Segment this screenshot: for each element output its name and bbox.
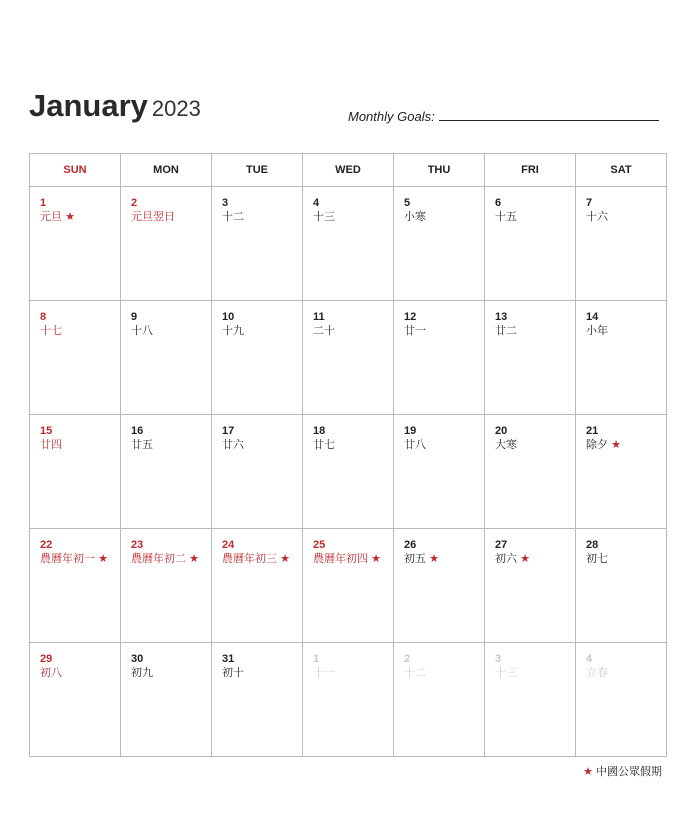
lunar-text: 二十 bbox=[313, 325, 335, 337]
day-number: 12 bbox=[404, 311, 417, 323]
day-cell-content bbox=[121, 415, 211, 452]
day-cell-content bbox=[303, 301, 393, 338]
lunar-text: 小寒 bbox=[404, 211, 426, 223]
lunar-text: 十六 bbox=[586, 211, 608, 223]
day-cell[interactable] bbox=[303, 415, 394, 529]
lunar-date bbox=[495, 666, 575, 680]
lunar-date bbox=[586, 324, 666, 338]
holiday-star-icon: ★ bbox=[520, 553, 530, 565]
lunar-text: 元旦 bbox=[40, 211, 62, 223]
week-row bbox=[30, 643, 667, 757]
day-cell-content bbox=[485, 529, 575, 566]
weekday-header-mon: MON bbox=[121, 154, 212, 187]
day-cell[interactable] bbox=[485, 643, 576, 757]
lunar-date bbox=[222, 210, 302, 224]
day-number: 5 bbox=[404, 197, 411, 209]
day-number: 4 bbox=[586, 653, 593, 665]
lunar-date bbox=[222, 552, 302, 566]
lunar-text: 十二 bbox=[404, 667, 426, 679]
day-cell[interactable] bbox=[485, 187, 576, 301]
day-cell[interactable] bbox=[394, 301, 485, 415]
day-cell[interactable] bbox=[576, 415, 667, 529]
day-cell[interactable] bbox=[485, 415, 576, 529]
day-cell[interactable] bbox=[121, 415, 212, 529]
lunar-text: 廿四 bbox=[40, 439, 62, 451]
lunar-text: 初九 bbox=[131, 667, 153, 679]
day-cell[interactable] bbox=[30, 415, 121, 529]
day-number: 14 bbox=[586, 311, 599, 323]
day-number: 24 bbox=[222, 539, 235, 551]
lunar-date bbox=[313, 324, 393, 338]
day-cell-content bbox=[394, 415, 484, 452]
day-number: 25 bbox=[313, 539, 326, 551]
lunar-date bbox=[222, 438, 302, 452]
lunar-date bbox=[586, 438, 666, 452]
lunar-text: 立春 bbox=[586, 667, 608, 679]
day-cell-content bbox=[212, 301, 302, 338]
day-cell-content bbox=[121, 643, 211, 680]
holiday-star-icon: ★ bbox=[189, 553, 199, 565]
day-number: 18 bbox=[313, 425, 326, 437]
day-cell-content bbox=[576, 301, 666, 338]
day-number: 8 bbox=[40, 311, 47, 323]
day-cell-content bbox=[30, 415, 120, 452]
calendar-body bbox=[30, 187, 667, 757]
week-row bbox=[30, 187, 667, 301]
lunar-text: 廿二 bbox=[495, 325, 517, 337]
lunar-date bbox=[131, 210, 211, 224]
day-number: 1 bbox=[313, 653, 320, 665]
day-number: 28 bbox=[586, 539, 599, 551]
lunar-date bbox=[404, 666, 484, 680]
week-row bbox=[30, 529, 667, 643]
lunar-text: 十五 bbox=[495, 211, 517, 223]
day-cell[interactable] bbox=[394, 187, 485, 301]
lunar-date bbox=[222, 666, 302, 680]
day-cell-content bbox=[30, 529, 120, 566]
lunar-date bbox=[586, 552, 666, 566]
lunar-text: 十九 bbox=[222, 325, 244, 337]
lunar-text: 廿八 bbox=[404, 439, 426, 451]
day-cell[interactable] bbox=[576, 187, 667, 301]
lunar-date bbox=[495, 552, 575, 566]
lunar-text: 廿一 bbox=[404, 325, 426, 337]
day-cell[interactable] bbox=[576, 529, 667, 643]
weekday-header-sun: SUN bbox=[30, 154, 121, 187]
day-cell[interactable] bbox=[212, 187, 303, 301]
holiday-star-icon: ★ bbox=[98, 553, 108, 565]
day-cell-content bbox=[303, 415, 393, 452]
lunar-date bbox=[40, 210, 120, 224]
calendar-grid bbox=[29, 153, 667, 757]
day-cell[interactable] bbox=[212, 643, 303, 757]
day-cell[interactable] bbox=[30, 643, 121, 757]
day-cell-content bbox=[394, 301, 484, 338]
holiday-legend-text: 中國公眾假期 bbox=[596, 766, 662, 778]
monthly-goals-line bbox=[439, 108, 659, 121]
day-number: 2 bbox=[131, 197, 138, 209]
lunar-date bbox=[495, 210, 575, 224]
day-cell[interactable] bbox=[576, 301, 667, 415]
day-cell-content bbox=[394, 187, 484, 224]
day-number: 10 bbox=[222, 311, 235, 323]
lunar-text: 廿六 bbox=[222, 439, 244, 451]
day-cell-content bbox=[394, 529, 484, 566]
day-cell[interactable] bbox=[303, 301, 394, 415]
day-cell[interactable] bbox=[121, 187, 212, 301]
day-cell-content bbox=[121, 301, 211, 338]
lunar-text: 大寒 bbox=[495, 439, 517, 451]
day-cell-content bbox=[303, 643, 393, 680]
day-number: 23 bbox=[131, 539, 144, 551]
lunar-text: 十三 bbox=[313, 211, 335, 223]
lunar-date bbox=[131, 666, 211, 680]
day-cell-content bbox=[30, 187, 120, 224]
day-number: 3 bbox=[222, 197, 229, 209]
lunar-text: 廿七 bbox=[313, 439, 335, 451]
holiday-star-icon: ★ bbox=[371, 553, 381, 565]
weekday-header-wed: WED bbox=[303, 154, 394, 187]
day-cell[interactable] bbox=[303, 187, 394, 301]
day-cell[interactable] bbox=[212, 529, 303, 643]
lunar-text: 十二 bbox=[222, 211, 244, 223]
day-number: 4 bbox=[313, 197, 320, 209]
lunar-date bbox=[40, 552, 120, 566]
holiday-star-icon: ★ bbox=[429, 553, 439, 565]
day-cell[interactable] bbox=[30, 187, 121, 301]
lunar-date bbox=[40, 438, 120, 452]
day-cell-content bbox=[212, 643, 302, 680]
day-number: 3 bbox=[495, 653, 502, 665]
day-number: 21 bbox=[586, 425, 599, 437]
monthly-goals-label: Monthly Goals: bbox=[348, 109, 435, 124]
holiday-star-icon: ★ bbox=[611, 439, 621, 451]
day-cell[interactable] bbox=[212, 301, 303, 415]
lunar-date bbox=[313, 210, 393, 224]
lunar-date bbox=[495, 438, 575, 452]
lunar-text: 十一 bbox=[313, 667, 335, 679]
day-cell[interactable] bbox=[121, 301, 212, 415]
weekday-header-sat: SAT bbox=[576, 154, 667, 187]
day-cell[interactable] bbox=[394, 643, 485, 757]
day-number: 27 bbox=[495, 539, 508, 551]
day-number: 22 bbox=[40, 539, 53, 551]
week-row bbox=[30, 301, 667, 415]
day-cell-content bbox=[212, 187, 302, 224]
day-cell-content bbox=[576, 415, 666, 452]
day-number: 20 bbox=[495, 425, 508, 437]
holiday-star-icon: ★ bbox=[280, 553, 290, 565]
day-cell[interactable] bbox=[576, 643, 667, 757]
day-cell[interactable] bbox=[121, 643, 212, 757]
calendar-title bbox=[29, 88, 201, 124]
day-cell[interactable] bbox=[30, 529, 121, 643]
lunar-date bbox=[131, 438, 211, 452]
year-label: 2023 bbox=[151, 96, 201, 121]
weekday-header-thu: THU bbox=[394, 154, 485, 187]
lunar-date bbox=[40, 666, 120, 680]
lunar-date bbox=[404, 552, 484, 566]
lunar-text: 初五 bbox=[404, 553, 426, 565]
day-cell[interactable] bbox=[121, 529, 212, 643]
day-cell-content bbox=[303, 187, 393, 224]
day-cell-content bbox=[121, 529, 211, 566]
day-cell[interactable] bbox=[303, 643, 394, 757]
day-cell-content bbox=[485, 415, 575, 452]
lunar-date bbox=[40, 324, 120, 338]
day-cell-content bbox=[576, 187, 666, 224]
day-number: 16 bbox=[131, 425, 144, 437]
day-number: 7 bbox=[586, 197, 593, 209]
day-number: 31 bbox=[222, 653, 235, 665]
lunar-text: 初十 bbox=[222, 667, 244, 679]
day-cell[interactable] bbox=[485, 529, 576, 643]
lunar-date bbox=[404, 438, 484, 452]
day-cell[interactable] bbox=[30, 301, 121, 415]
lunar-text: 農曆年初三 bbox=[222, 553, 277, 565]
day-cell-content bbox=[212, 415, 302, 452]
lunar-text: 廿五 bbox=[131, 439, 153, 451]
day-number: 9 bbox=[131, 311, 138, 323]
day-cell[interactable] bbox=[303, 529, 394, 643]
day-cell[interactable] bbox=[212, 415, 303, 529]
day-cell-content bbox=[485, 187, 575, 224]
lunar-date bbox=[131, 552, 211, 566]
lunar-text: 十八 bbox=[131, 325, 153, 337]
lunar-text: 農曆年初二 bbox=[131, 553, 186, 565]
star-icon: ★ bbox=[583, 766, 593, 778]
lunar-date bbox=[222, 324, 302, 338]
weekday-header-fri: FRI bbox=[485, 154, 576, 187]
lunar-date bbox=[313, 552, 393, 566]
lunar-date bbox=[131, 324, 211, 338]
day-number: 6 bbox=[495, 197, 502, 209]
lunar-date bbox=[313, 666, 393, 680]
day-cell-content bbox=[576, 529, 666, 566]
holiday-legend bbox=[583, 763, 662, 779]
lunar-text: 初六 bbox=[495, 553, 517, 565]
day-number: 19 bbox=[404, 425, 417, 437]
monthly-goals bbox=[348, 108, 659, 124]
lunar-date bbox=[313, 438, 393, 452]
lunar-date bbox=[495, 324, 575, 338]
day-number: 29 bbox=[40, 653, 53, 665]
lunar-text: 十三 bbox=[495, 667, 517, 679]
holiday-star-icon: ★ bbox=[65, 211, 75, 223]
lunar-date bbox=[586, 210, 666, 224]
lunar-text: 初八 bbox=[40, 667, 62, 679]
weekday-header-row bbox=[30, 154, 667, 187]
lunar-date bbox=[404, 324, 484, 338]
weekday-header-tue: TUE bbox=[212, 154, 303, 187]
day-number: 26 bbox=[404, 539, 417, 551]
lunar-date bbox=[586, 666, 666, 680]
day-cell-content bbox=[394, 643, 484, 680]
lunar-text: 初七 bbox=[586, 553, 608, 565]
day-cell-content bbox=[485, 301, 575, 338]
day-cell-content bbox=[121, 187, 211, 224]
week-row bbox=[30, 415, 667, 529]
lunar-text: 元旦翌日 bbox=[131, 211, 175, 223]
day-cell[interactable] bbox=[485, 301, 576, 415]
day-cell-content bbox=[30, 643, 120, 680]
day-cell-content bbox=[30, 301, 120, 338]
day-number: 13 bbox=[495, 311, 508, 323]
day-cell[interactable] bbox=[394, 529, 485, 643]
day-cell-content bbox=[485, 643, 575, 680]
lunar-text: 十七 bbox=[40, 325, 62, 337]
day-number: 1 bbox=[40, 197, 47, 209]
lunar-text: 小年 bbox=[586, 325, 608, 337]
day-number: 17 bbox=[222, 425, 235, 437]
day-number: 2 bbox=[404, 653, 411, 665]
lunar-text: 農曆年初一 bbox=[40, 553, 95, 565]
day-cell-content bbox=[303, 529, 393, 566]
lunar-text: 除夕 bbox=[586, 439, 608, 451]
day-number: 15 bbox=[40, 425, 53, 437]
day-cell-content bbox=[576, 643, 666, 680]
day-number: 30 bbox=[131, 653, 144, 665]
lunar-text: 農曆年初四 bbox=[313, 553, 368, 565]
lunar-date bbox=[404, 210, 484, 224]
day-number: 11 bbox=[313, 311, 325, 323]
day-cell-content bbox=[212, 529, 302, 566]
month-title: January bbox=[29, 88, 148, 123]
day-cell[interactable] bbox=[394, 415, 485, 529]
